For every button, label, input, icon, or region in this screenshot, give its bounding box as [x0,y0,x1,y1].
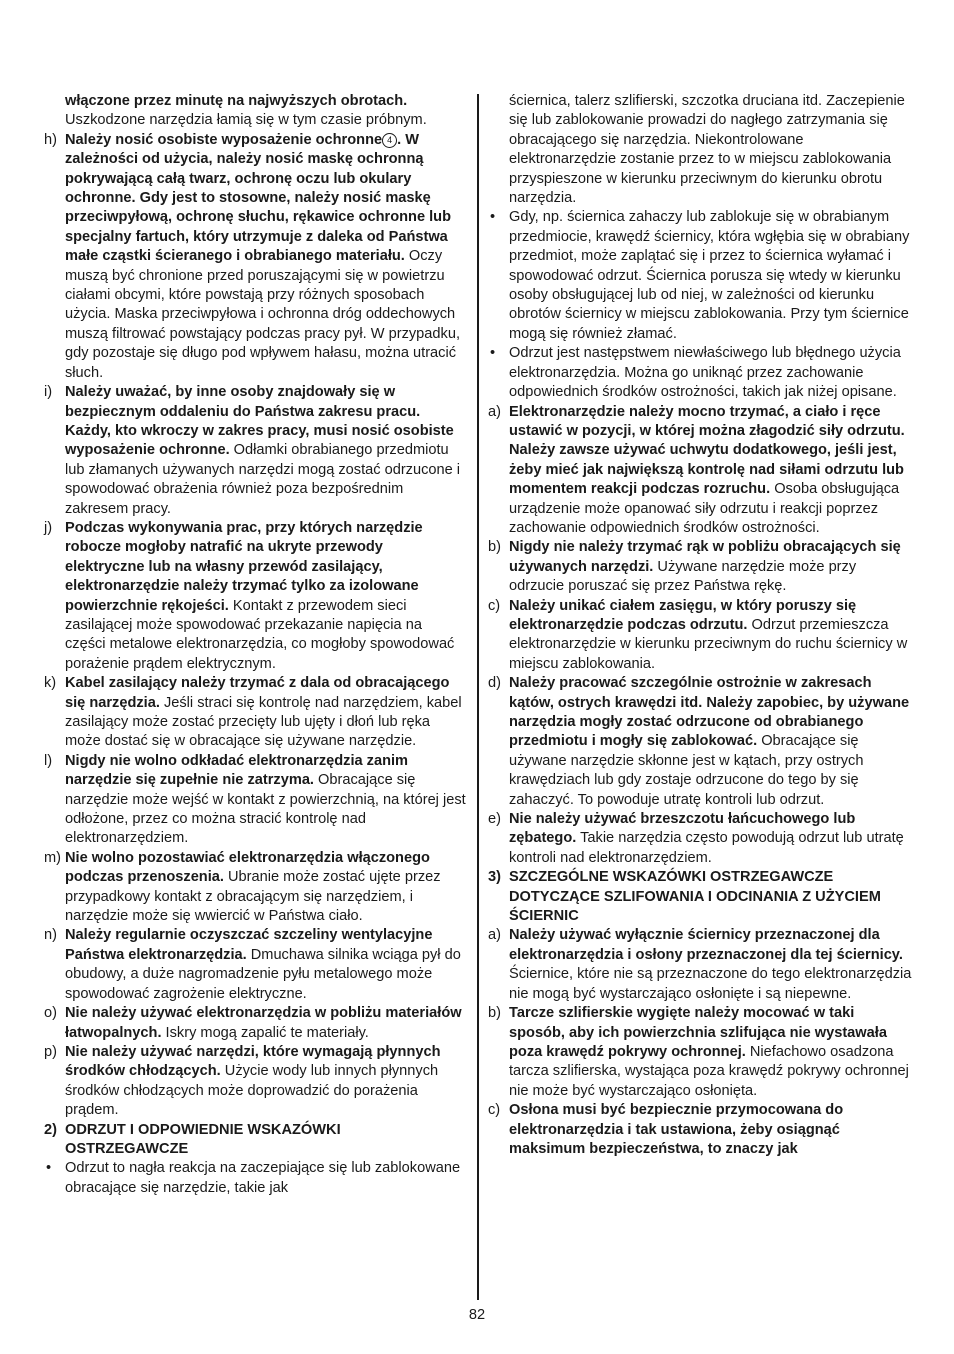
item-bold-text: Należy nosić osobiste wyposażenie ochronne [65,131,383,148]
list-item [488,92,912,208]
item-label: i) [44,384,53,401]
item-bold-text: Nie należy używać elektronarzędzia w pobliżu materiałów łatwopalnych. [65,1005,462,1041]
item-label: j) [44,519,53,536]
item-text: Osoba obsługująca urządzenie może opanować siły odrzutu i reakcji poprzez zachowanie odpowiednich środków ostrożności. [509,481,900,536]
item-label: h) [44,131,57,148]
item-bold-text: Nie należy używać narzędzi, które wymagają płynnych środków chłodzących. [65,1043,441,1080]
item-text: Gdy, np. ściernica zahaczy lub zablokuje się w obrabianym przedmiocie, krawędź ściernicy, która wgłębia się w obrabiany przedmiot, może zaplątać się i przez to ściernica wyłamać i spowodować odrzut. Ściernica porusza się wtedy w kierunku osoby obsługującej lub od niej, w zależności od kierunku obrotów ściernicy w miejscu zablokowania. Przy tym ściernice mogą się również złamać. [509,209,910,342]
item-text: ściernica, talerz szlifierski, szczotka druciana itd. Zaczepienie się lub zablokowanie prowadzi do nagłego zatrzymania się obracającego się narzędzia. Niekontrolowane elektronarzędzie zostanie przez to w miejscu zablokowania przyspieszone w kierunku przeciwnym do kierunku obrotu narzędzia. [509,93,905,207]
item-text: Użycie wody lub innych płynnych środków chłodzących może doprowadzić do porażenia prądem. [65,1063,439,1119]
item-bold-text: Należy pracować szczególnie ostrożnie w zakresach kątów, ostrych krawędzi itd. Należy zapobiec, by używane narzędzia mogły zostać odrzucone od obrabianego przedmiotu i mogły się zablokować. [509,675,910,750]
item-bold-text: Nie wolno pozostawiać elektronarzędzia włączonego podczas przenoszenia. [65,849,430,886]
item-bold-text: Elektronarzędzie należy mocno trzymać, a ciało i ręce ustawić w pozycji, w której można złagodzić siły odrzutu. Należy zawsze używać uchwytu dodatkowego, jeśli jest, żeby mieć jak największą kontrolę nad siłami odrzutu lub momentem reakcji podczas rozruchu. [509,403,905,498]
list-item [44,92,466,131]
list-item [488,926,912,1004]
item-label: n) [44,927,57,944]
item-text: Odrzut jest następstwem niewłaściwego lub błędnego użycia elektronarzędzia. Można go uniknąć przez zachowanie odpowiednich środków ostrożności, takich jak niżej opisane. [509,345,901,401]
item-bold-text: Należy regularnie oczyszczać szczeliny wentylacyjne Państwa elektronarzędzia. [65,927,433,963]
item-bold-text: Nie należy używać brzeszczotu łańcuchowego lub zębatego. [509,811,856,847]
list-item [44,674,466,752]
right-column [488,92,912,1159]
item-label: a) [488,927,501,944]
item-bold-text: Podczas wykonywania prac, przy których narzędzie robocze mogłoby natrafić na ukryte przewody elektryczne lub na własny przewód zasilający, elektronarzędzie należy trzymać tylko za izolowane powierzchnie rękojeści. [65,519,423,614]
item-bold-text: . W zależności od użycia, należy nosić maskę ochronną pokrywającą całą twarz, ochronę oczu lub okulary ochronne. Gdy jest to stosowne, należy nosić maskę przeciwpyłową, ochronę słuchu, rękawice ochronne lub specjalny fartuch, który utrzymuje z daleka od Państwa małe cząstki ścieranego i obrabianego materiału. [65,131,452,265]
bullet-marker: • [490,345,496,362]
item-label: 3) [488,869,501,886]
item-label: p) [44,1043,57,1060]
item-text: Ubranie może zostać ujęte przez przypadkowy kontakt z obracającym się narzędziem, i narzędzie może się wwiercić w Państwa ciało. [65,869,441,925]
list-item [44,926,466,1004]
item-text: Obracające się używane narzędzie skłonne jest w kątach, przy ostrych krawędziach lub gdy zostaje odrzucone do tego by się zahaczyć. To powoduje utratę kontroli lub odrzut. [509,733,864,808]
item-bold-text: włączone przez minutę na najwyższych obrotach. [65,93,408,109]
list-item [488,538,912,596]
item-text: Oczy muszą być chronione przed poruszającymi się w powietrzu ciałami obcymi, które powstają przy różnych sposobach użycia. Maska przeciwpyłowa i ochronna dróg oddechowych muszą filtrować powstający podczas pracy pył. W przypadku, gdy pozostaje się długo pod wpływem hałasu, można utracić słuch. [65,248,460,381]
item-bold-text: Tarcze szlifierskie wygięte należy mocować w taki sposób, aby ich powierzchnia szlifująca nie wystawała poza krawędź pokrywy ochronnej. [509,1005,887,1060]
item-text: Ściernice, które nie są przeznaczone do tego elektronarzędzia nie mogą być wystarczająco osłonięte i są niepewne. [509,966,912,1002]
item-label: l) [44,752,53,769]
item-bold-text: Kabel zasilający należy trzymać z dala od obracającego się narzędzia. [65,675,450,711]
item-text: Jeśli straci się kontrolę nad narzędziem, kabel zasilający może zostać przecięty lub ujęty i dłoń lub ręka może dostać się w obracające się używane narzędzie. [65,694,462,750]
item-label: m) [44,849,62,866]
column-divider [477,94,479,1300]
list-item [44,752,466,849]
item-text: Obracające się narzędzie może wejść w kontakt z powierzchnią, na której jest odłożone, przez co można stracić kontrolę nad elektronarzędziem. [65,772,466,847]
list-item [488,810,912,868]
item-text: Iskry mogą zapalić te materiały. [161,1024,369,1041]
item-bold-text: SZCZEGÓLNE WSKAZÓWKI OSTRZEGAWCZE DOTYCZĄCE SZLIFOWANIA I ODCINANIA Z UŻYCIEM ŚCIERNIC [509,869,881,925]
bullet-item [488,208,912,344]
list-item [488,1004,912,1101]
item-text: Niefachowo osadzona tarcza szlifierska, wystająca poza krawędź pokrywy ochronnej nie może być wystarczająco osłonięta. [509,1043,909,1099]
item-bold-text: Nigdy nie wolno odkładać elektronarzędzia zanim narzędzie się zupełnie nie zatrzyma. [65,752,409,789]
item-label: c) [488,597,501,614]
item-label: e) [488,811,501,828]
item-label: k) [44,675,57,692]
bullet-marker: • [46,1160,52,1177]
list-item [44,383,466,519]
section-heading [44,1121,466,1160]
item-bold-text: Należy unikać ciałem zasięgu, w który poruszy się elektronarzędzie podczas odrzutu. [509,597,857,633]
list-item [44,1004,466,1043]
item-text: Kontakt z przewodem sieci zasilającej może spowodować przekazanie napięcia na części metalowe elektronarzędzia, co mogłoby spowodować porażenie prądem elektrycznym. [65,597,455,672]
list-item [488,403,912,539]
circled-number-icon: 4 [382,133,397,148]
item-text: Odłamki obrabianego przedmiotu lub złamanych używanych narzędzi mogą zostać odrzucone i spowodować obrażenia również poza bezpośrednim zakresem pracy. [65,442,461,517]
list-item [488,674,912,810]
list-item [488,1101,912,1159]
item-text: Używane narzędzie może przy odrzucie poruszać się przez Państwa rękę. [509,558,857,595]
item-label: b) [488,539,501,556]
item-text: Odrzut przemieszcza elektronarzędzie w kierunku przeciwnym do ruchu ściernicy w miejscu zablokowania. [509,616,908,672]
list-item [44,519,466,674]
section-heading [488,868,912,926]
item-label: a) [488,403,501,420]
item-text: Takie narzędzia często powodują odrzut lub utratę kontroli nad elektronarzędziem. [509,830,904,866]
item-bold-text: Należy uważać, by inne osoby znajdowały się w bezpiecznym oddaleniu do Państwa zakresu pracu. Każdy, kto wkroczy w zakres pracy, musi nosić osobiste wyposażenie ochronne. [65,384,454,459]
item-label: o) [44,1005,57,1022]
page-number: 82 [468,1307,486,1323]
item-label: 2) [44,1121,57,1138]
list-item [44,849,466,927]
bullet-item [44,1159,466,1198]
item-text: Dmuchawa silnika wciąga pył do obudowy, a duże nagromadzenie pyłu metalowego może spowodować zagrożenie elektryczne. [65,946,461,1002]
list-item [488,597,912,675]
list-item [44,131,466,383]
item-bold-text: Osłona musi być bezpiecznie przymocowana do elektronarzędzia i tak ustawiona, żeby osiągnąć maksimum bezpieczeństwa, to znaczy jak [509,1102,844,1157]
item-label: b) [488,1005,501,1022]
item-text: Odrzut to nagła reakcja na zaczepiające się lub zablokowane obracające się narzędzie, takie jak [65,1160,461,1196]
item-bold-text: ODRZUT I ODPOWIEDNIE WSKAZÓWKI OSTRZEGAWCZE [65,1121,341,1157]
item-bold-text: Nigdy nie należy trzymać rąk w pobliżu obracających się używanych narzędzi. [509,539,901,575]
item-label: d) [488,675,501,692]
left-column [44,92,466,1198]
item-label: c) [488,1102,501,1119]
bullet-item [488,344,912,402]
item-text: Uszkodzone narzędzia łamią się w tym czasie próbnym. [65,112,427,129]
bullet-marker: • [490,209,496,226]
list-item [44,1043,466,1121]
item-bold-text: Należy używać wyłącznie ściernicy przeznaczonej dla elektronarzędzia i osłony przeznaczonej dla tej ściernicy. [509,927,903,963]
